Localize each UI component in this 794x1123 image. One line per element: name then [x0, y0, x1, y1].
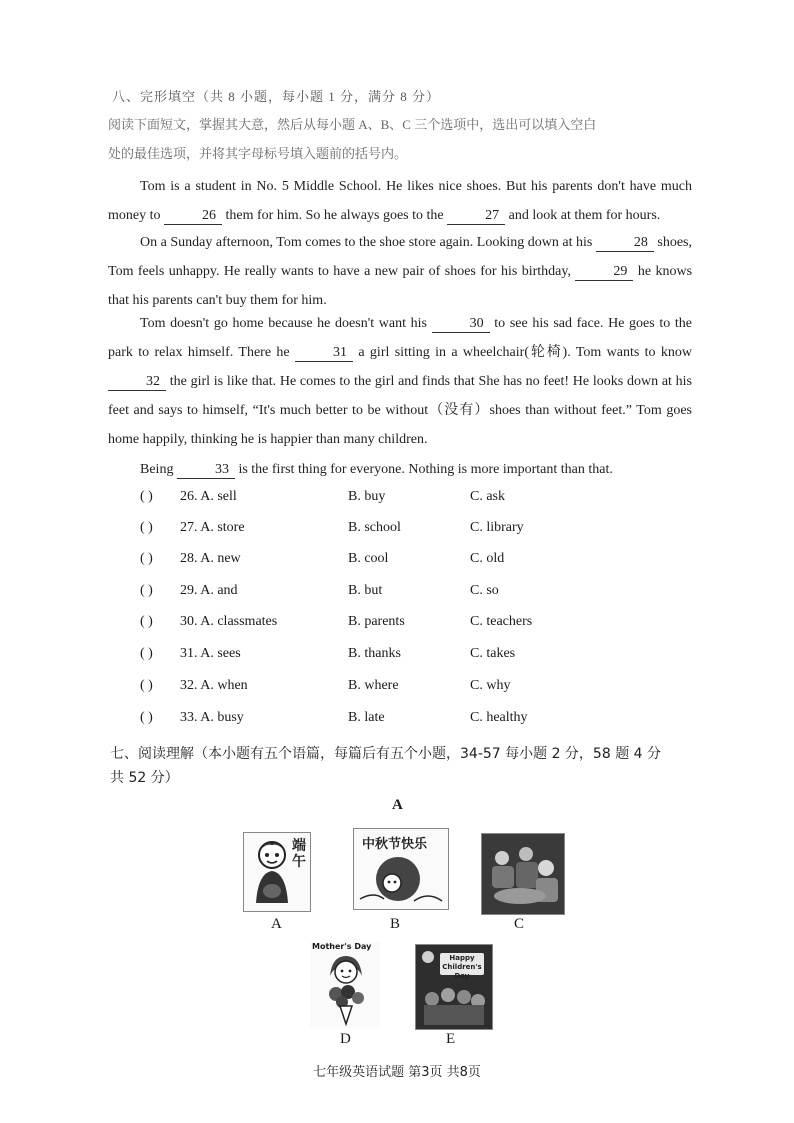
- option-a: 33. A. busy: [180, 710, 244, 725]
- page-footer: 七年级英语试题 第3页 共8页: [313, 1065, 481, 1080]
- picture-a-label: A: [271, 916, 282, 932]
- option-b: B. but: [348, 583, 383, 598]
- passage-text: Tom doesn't go home because he doesn't want his: [140, 316, 427, 331]
- blank-30[interactable]: 30: [432, 316, 490, 333]
- answer-bracket[interactable]: ( ): [140, 646, 153, 661]
- option-c: C. healthy: [470, 710, 528, 725]
- option-b: B. late: [348, 710, 385, 725]
- passage-paragraph-1: [108, 172, 692, 230]
- picture-a-caption: 端午: [292, 839, 306, 870]
- answer-bracket[interactable]: ( ): [140, 710, 153, 725]
- answer-bracket[interactable]: ( ): [140, 489, 153, 504]
- section-heading: 八、完形填空（共 8 小题，每小题 1 分，满分 8 分）: [112, 89, 441, 104]
- option-c: C. why: [470, 678, 511, 693]
- instruction-line-1: 阅读下面短文，掌握其大意，然后从每小题 A、B、C 三个选项中，选出可以填入空白: [108, 117, 597, 132]
- passage-text: them for him. So he always goes to the: [225, 208, 444, 223]
- option-b: B. where: [348, 678, 399, 693]
- option-b: B. parents: [348, 614, 405, 629]
- passage-text: shoes, Tom feels unhappy. He really wants to have a new pair of shoes for his birthday,: [108, 235, 692, 279]
- option-a: 29. A. and: [180, 583, 238, 598]
- blank-28[interactable]: 28: [596, 235, 654, 252]
- blank-26[interactable]: 26: [164, 208, 222, 225]
- blank-27[interactable]: 27: [447, 208, 505, 225]
- option-b: B. school: [348, 520, 401, 535]
- passage-text: is the first thing for everyone. Nothing is more important than that.: [238, 462, 613, 477]
- question-30: [140, 611, 700, 633]
- option-c: C. so: [470, 583, 499, 598]
- passage-text: On a Sunday afternoon, Tom comes to the shoe store again. Looking down at his: [140, 235, 593, 250]
- reading-heading-line-1: 七、阅读理解（本小题有五个语篇，每篇后有五个小题，34-57 每小题 2 分，58 题 4 分: [110, 746, 662, 762]
- passage-text: Being: [140, 462, 174, 477]
- reading-heading-line-2: 共 52 分）: [110, 770, 179, 786]
- answer-bracket[interactable]: ( ): [140, 520, 153, 535]
- question-29: [140, 580, 700, 602]
- reading-section-heading: [110, 742, 680, 790]
- option-c: C. takes: [470, 646, 516, 661]
- passage-text: Tom is a student in No. 5 Middle School. He likes nice shoes. But his parents don't have much money to: [108, 179, 692, 223]
- picture-d-caption: Mother's Day: [312, 942, 372, 951]
- passage-paragraph-2: [108, 228, 692, 315]
- picture-a: [243, 832, 311, 912]
- option-a: 27. A. store: [180, 520, 245, 535]
- instruction-line-2: 处的最佳选项，并将其字母标号填入题前的括号内。: [108, 146, 408, 161]
- passage-paragraph-4: [108, 455, 692, 484]
- question-28: [140, 548, 700, 570]
- passage-text: he knows that his parents can't buy them for him.: [108, 264, 693, 308]
- option-a: 30. A. classmates: [180, 614, 278, 629]
- picture-e: [415, 944, 493, 1030]
- passage-text: the girl is like that. He comes to the girl and finds that She has no feet! He looks down at his feet and says to himself, “It's much better to be without（没有）shoes than without feet.” Tom goes home happily, thinking he is happier than many children.: [108, 374, 692, 447]
- picture-c: [481, 833, 565, 915]
- answer-bracket[interactable]: ( ): [140, 614, 153, 629]
- passage-text: and look at them for hours.: [508, 208, 661, 223]
- moon-cake-icon: [354, 829, 448, 909]
- answer-bracket[interactable]: ( ): [140, 678, 153, 693]
- reading-a-title: A: [392, 797, 403, 813]
- answer-bracket[interactable]: ( ): [140, 583, 153, 598]
- option-a: 26. A. sell: [180, 489, 237, 504]
- option-a: 32. A. when: [180, 678, 248, 693]
- option-c: C. old: [470, 551, 505, 566]
- picture-d: [310, 942, 380, 1028]
- blank-32[interactable]: 32: [108, 374, 166, 391]
- passage-paragraph-3: [108, 309, 692, 454]
- option-b: B. thanks: [348, 646, 401, 661]
- blank-33[interactable]: 33: [177, 462, 235, 479]
- passage-text: a girl sitting in a wheelchair(轮椅). Tom wants to know: [358, 345, 693, 360]
- option-c: C. ask: [470, 489, 505, 504]
- question-27: [140, 517, 700, 539]
- picture-d-label: D: [340, 1031, 351, 1047]
- family-gathering-icon: [482, 834, 564, 914]
- picture-b-caption: 中秋节快乐: [362, 836, 428, 851]
- picture-c-label: C: [514, 916, 525, 932]
- question-26: [140, 486, 700, 508]
- question-31: [140, 643, 700, 665]
- question-32: [140, 675, 700, 697]
- option-b: B. buy: [348, 489, 386, 504]
- picture-e-caption: Happy Children's Day: [442, 954, 482, 980]
- mother-flowers-icon: [310, 942, 380, 1028]
- picture-b: [353, 828, 449, 910]
- option-a: 28. A. new: [180, 551, 241, 566]
- picture-b-label: B: [390, 916, 401, 932]
- question-33: [140, 707, 700, 729]
- answer-bracket[interactable]: ( ): [140, 551, 153, 566]
- option-c: C. teachers: [470, 614, 533, 629]
- option-a: 31. A. sees: [180, 646, 241, 661]
- blank-29[interactable]: 29: [575, 264, 633, 281]
- option-c: C. library: [470, 520, 524, 535]
- option-b: B. cool: [348, 551, 389, 566]
- blank-31[interactable]: 31: [295, 345, 353, 362]
- picture-e-label: E: [446, 1031, 456, 1047]
- passage-text: to see his sad face. He goes to the park to relax himself. There he: [108, 316, 693, 360]
